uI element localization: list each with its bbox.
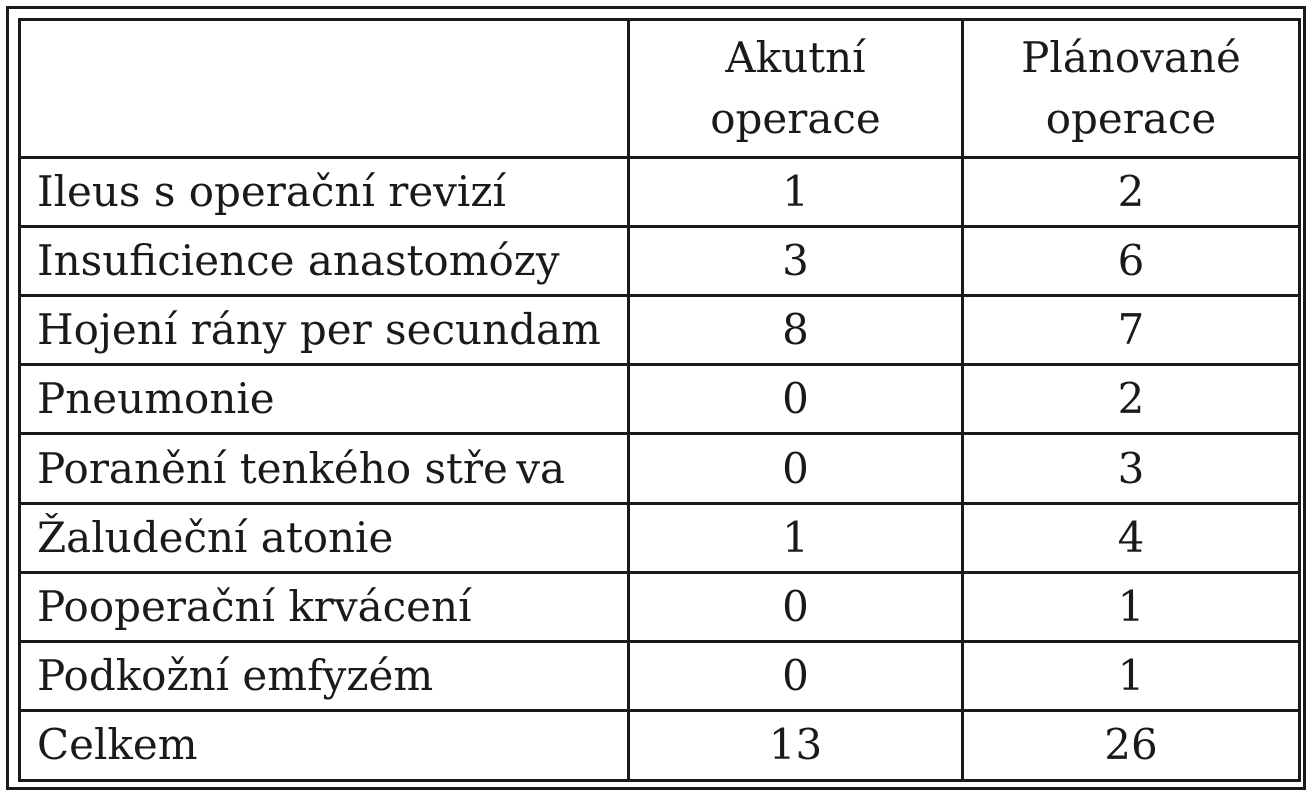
row-acute-value: 1 <box>629 158 963 227</box>
row-planned-value: 4 <box>963 503 1300 572</box>
row-acute-value: 3 <box>629 227 963 296</box>
row-label: Insuficience anastomózy <box>20 227 629 296</box>
header-planned-line1: Plánované <box>1021 32 1241 82</box>
total-planned-value: 26 <box>963 710 1300 780</box>
header-planned-operations <box>963 20 1300 158</box>
header-acute-line2: operace <box>710 93 881 143</box>
row-planned-value: 1 <box>963 572 1300 641</box>
header-acute-operations <box>629 20 963 158</box>
table-row <box>20 296 1300 365</box>
table-frame <box>6 6 1306 790</box>
table-row <box>20 227 1300 296</box>
table-row <box>20 365 1300 434</box>
row-acute-value: 0 <box>629 365 963 434</box>
row-acute-value: 1 <box>629 503 963 572</box>
row-label: Poranění tenkého stře va <box>20 434 629 503</box>
row-label: Pooperační krvácení <box>20 572 629 641</box>
row-acute-value: 8 <box>629 296 963 365</box>
row-acute-value: 0 <box>629 641 963 710</box>
table-row <box>20 503 1300 572</box>
complications-table <box>18 18 1301 782</box>
table-row <box>20 158 1300 227</box>
header-planned-line2: operace <box>1045 93 1217 143</box>
row-acute-value: 0 <box>629 434 963 503</box>
total-row <box>20 710 1300 780</box>
row-label: Ileus s operační revizí <box>20 158 629 227</box>
row-planned-value: 2 <box>963 365 1300 434</box>
table-row <box>20 434 1300 503</box>
table-row <box>20 641 1300 710</box>
table-row <box>20 572 1300 641</box>
row-planned-value: 6 <box>963 227 1300 296</box>
total-label: Celkem <box>20 710 629 780</box>
row-label: Podkožní emfyzém <box>20 641 629 710</box>
row-label: Pneumonie <box>20 365 629 434</box>
row-planned-value: 1 <box>963 641 1300 710</box>
row-planned-value: 7 <box>963 296 1300 365</box>
header-corner-cell <box>20 20 629 158</box>
table-header-row <box>20 20 1300 158</box>
row-label: Hojení rány per secundam <box>20 296 629 365</box>
total-acute-value: 13 <box>629 710 963 780</box>
row-planned-value: 3 <box>963 434 1300 503</box>
row-planned-value: 2 <box>963 158 1300 227</box>
row-acute-value: 0 <box>629 572 963 641</box>
header-acute-line1: Akutní <box>725 32 866 82</box>
row-label: Žaludeční atonie <box>20 503 629 572</box>
